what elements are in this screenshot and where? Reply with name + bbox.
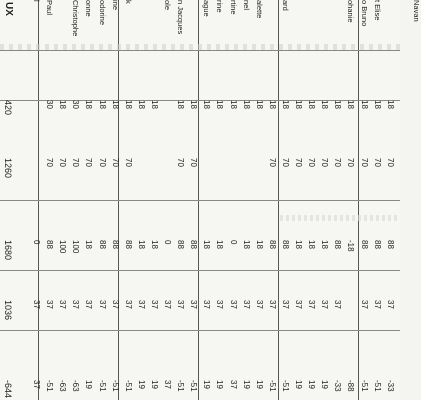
table-cell: 18 [176, 100, 186, 109]
faint-bleed-through [280, 215, 400, 221]
table-cell: 37 [97, 300, 107, 309]
table-cell: 88 [359, 240, 369, 249]
column-total: 1036 [3, 300, 13, 321]
table-cell: 18 [346, 100, 356, 109]
table-cell: 88 [176, 240, 186, 249]
table-cell: 19 [136, 380, 146, 389]
table-cell: 19 [241, 380, 251, 389]
table-cell: 37 [294, 300, 303, 309]
table-cell: 18 [189, 100, 199, 109]
table-cell: -63 [58, 380, 68, 392]
faint-bleed-through [0, 44, 400, 50]
row-name: o Bruno [359, 0, 369, 27]
table-cell: 30 [71, 100, 81, 109]
table-cell: 70 [58, 158, 68, 167]
table-cell: 70 [333, 158, 343, 167]
table-cell: -18 [346, 240, 356, 252]
table-cell: 70 [84, 158, 94, 167]
table-cell: 88 [189, 240, 199, 249]
table-cell: 88 [267, 240, 277, 249]
section-divider [0, 200, 400, 201]
total-label: UX [3, 2, 14, 16]
row-name: l [32, 0, 41, 2]
row-name: ard [280, 0, 290, 11]
table-cell: 18 [254, 100, 264, 109]
table-cell: 37 [110, 300, 120, 309]
table-cell: 18 [294, 240, 303, 249]
table-cell: 70 [267, 158, 277, 167]
row-name: rtine [228, 0, 238, 15]
row-name: ague [202, 0, 212, 17]
table-cell: 18 [307, 100, 317, 109]
table-cell: 18 [215, 240, 225, 249]
row-name: odorine [97, 0, 107, 26]
table-cell: 88 [110, 240, 120, 249]
table-cell: 70 [45, 158, 55, 167]
table-cell: 18 [136, 100, 146, 109]
table-cell: 70 [189, 158, 199, 167]
table-cell: 70 [385, 158, 395, 167]
table-cell: 0 [163, 240, 172, 245]
table-cell: -51 [97, 380, 107, 392]
table-cell: 18 [202, 240, 212, 249]
table-cell: -51 [123, 380, 133, 392]
table-cell: 37 [45, 300, 55, 309]
table-cell: 18 [58, 100, 68, 109]
column-total: -644 [3, 380, 13, 399]
table-cell: 18 [385, 100, 395, 109]
table-cell: 19 [84, 380, 94, 389]
table-cell: 18 [97, 100, 107, 109]
table-cell: 18 [202, 100, 212, 109]
table-cell: 18 [307, 240, 317, 249]
table-cell: 70 [280, 158, 290, 167]
table-cell: 37 [149, 300, 159, 309]
table-cell: 37 [385, 300, 395, 309]
row-name: Navan [411, 0, 421, 22]
column-total: 1680 [3, 240, 13, 261]
column-total: 420 [3, 100, 13, 116]
table-cell: -51 [110, 380, 120, 392]
table-cell: 18 [228, 100, 238, 109]
table-cell: 37 [333, 300, 343, 309]
table-cell: 0 [228, 240, 238, 245]
table-cell: 70 [71, 158, 81, 167]
table-cell: 0 [32, 240, 41, 245]
table-cell: 37 [163, 380, 172, 389]
table-cell: 70 [359, 158, 369, 167]
row-name: ohanie [346, 0, 356, 23]
table-cell: -51 [176, 380, 186, 392]
table-cell: 70 [97, 158, 107, 167]
table-cell: 37 [176, 300, 186, 309]
table-cell: 37 [241, 300, 251, 309]
table-cell: 37 [189, 300, 199, 309]
table-cell: 37 [163, 300, 172, 309]
table-cell: 37 [58, 300, 68, 309]
table-cell: 18 [149, 100, 159, 109]
table-cell: 37 [32, 300, 41, 309]
table-cell: 18 [215, 100, 225, 109]
table-cell: 19 [294, 380, 303, 389]
table-cell: 18 [136, 240, 146, 249]
table-cell: 18 [294, 100, 303, 109]
table-cell: 19 [307, 380, 317, 389]
table-cell: -33 [385, 380, 395, 392]
table-cell: 37 [320, 300, 330, 309]
section-divider [0, 330, 400, 331]
table-cell: 37 [359, 300, 369, 309]
row-name: nel [241, 0, 251, 11]
table-cell: -51 [189, 380, 199, 392]
table-cell: 18 [280, 100, 290, 109]
table-cell: 70 [346, 158, 356, 167]
table-cell: 100 [71, 240, 81, 254]
table-cell: -51 [45, 380, 55, 392]
table-cell: -33 [333, 380, 343, 392]
table-cell: 19 [215, 380, 225, 389]
table-cell: 18 [320, 100, 330, 109]
table-cell: -51 [267, 380, 277, 392]
table-cell: 88 [280, 240, 290, 249]
row-name: Christophe [71, 0, 81, 37]
row-name: t Elise [372, 0, 382, 21]
table-cell: 18 [359, 100, 369, 109]
table-cell: 37 [202, 300, 212, 309]
table-cell: 37 [136, 300, 146, 309]
table-cell: 37 [307, 300, 317, 309]
table-cell: 18 [320, 240, 330, 249]
table-cell: 100 [58, 240, 68, 254]
table-cell: 70 [176, 158, 186, 167]
row-name: ine [110, 0, 120, 11]
table-cell: 88 [385, 240, 395, 249]
table-cell: 88 [97, 240, 107, 249]
row-name: rine [215, 0, 225, 13]
table-cell: 37 [372, 300, 382, 309]
table-cell: 19 [202, 380, 212, 389]
table-cell: 70 [110, 158, 120, 167]
table-cell: 18 [84, 240, 94, 249]
table-cell: 70 [320, 158, 330, 167]
table-cell: 70 [372, 158, 382, 167]
table-cell: 37 [84, 300, 94, 309]
table-cell: 18 [241, 100, 251, 109]
table-cell: 18 [254, 240, 264, 249]
table-cell: -51 [280, 380, 290, 392]
table-cell: 88 [372, 240, 382, 249]
header-divider [0, 50, 400, 51]
table-cell: 70 [123, 158, 133, 167]
table-cell: 37 [228, 300, 238, 309]
table-cell: 88 [45, 240, 55, 249]
table-cell: -63 [71, 380, 81, 392]
table-cell: 37 [267, 300, 277, 309]
table-cell: 88 [123, 240, 133, 249]
table-cell: 37 [71, 300, 81, 309]
table-cell: 18 [333, 100, 343, 109]
row-name: ole [163, 0, 172, 11]
table-cell: 18 [110, 100, 120, 109]
table-cell: 18 [372, 100, 382, 109]
table-cell: -51 [372, 380, 382, 392]
section-divider [0, 270, 400, 271]
row-name: n Jacques [176, 0, 186, 35]
row-name: alette [254, 0, 264, 19]
column-total: 1260 [3, 158, 13, 179]
table-cell: 18 [267, 100, 277, 109]
table-cell: -88 [346, 380, 356, 392]
table-cell: 37 [123, 300, 133, 309]
table-cell: 70 [294, 158, 303, 167]
row-name: Paul [45, 0, 55, 16]
row-name: k [123, 0, 133, 4]
table-cell: 18 [241, 240, 251, 249]
table-cell: 19 [254, 380, 264, 389]
table-cell: 19 [320, 380, 330, 389]
table-cell: 70 [307, 158, 317, 167]
table-cell: -51 [359, 380, 369, 392]
table-cell: 19 [149, 380, 159, 389]
table-cell: 37 [280, 300, 290, 309]
table-cell: 18 [123, 100, 133, 109]
table-cell: 30 [45, 100, 55, 109]
table-cell: 37 [254, 300, 264, 309]
table-cell: 37 [228, 380, 238, 389]
table-cell: 37 [32, 380, 41, 389]
table-cell: 88 [333, 240, 343, 249]
table-cell: 18 [149, 240, 159, 249]
table-cell: 37 [215, 300, 225, 309]
table-cell: 18 [84, 100, 94, 109]
row-name: onne [84, 0, 94, 17]
